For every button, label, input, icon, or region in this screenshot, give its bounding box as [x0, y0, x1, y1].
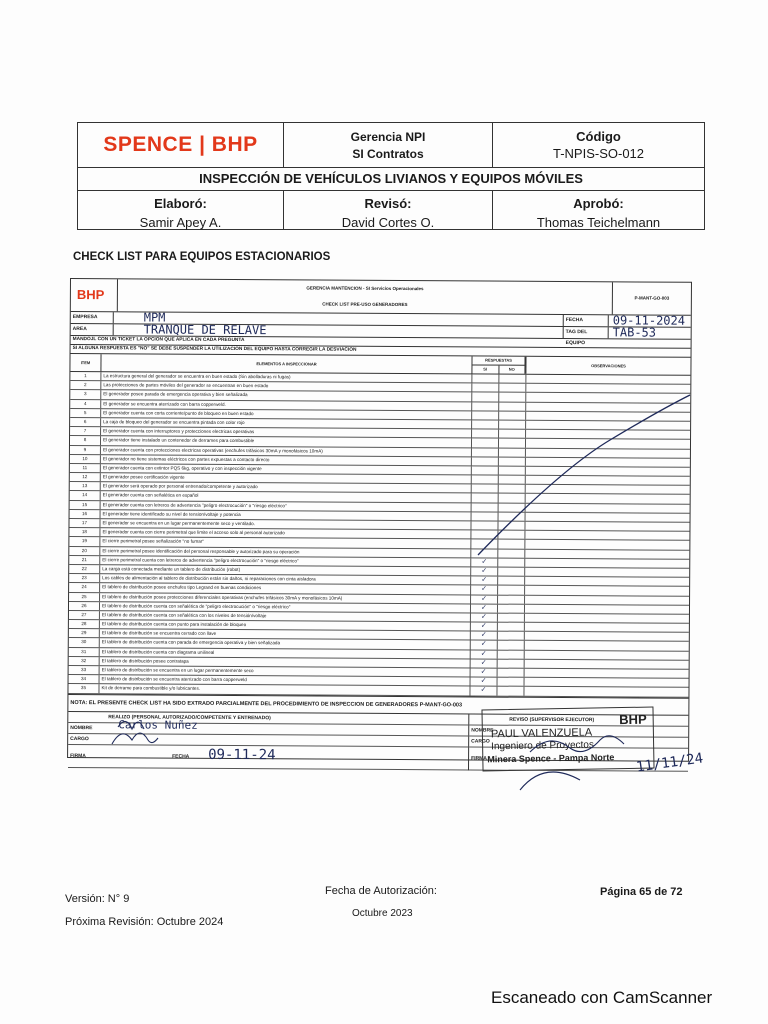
item-text: El generador cuenta con letreros de advertencia "peligro electrocución" o "riesgo eléctrico"	[101, 501, 472, 511]
fecha-sig-value: 09-11-24	[208, 746, 276, 763]
item-number: 28	[69, 620, 100, 628]
item-text: El tablero de distribución posee enchufes tipo Legrand en buenas condiciones	[100, 584, 471, 594]
gerencia-line2: SI Contratos	[352, 147, 424, 161]
tag-value: TAB-53	[612, 325, 657, 340]
stamp-role: Ingeniero de Proyectos	[491, 739, 595, 753]
item-text: El generador cuenta con cierre perimetral que limite el acceso solo al personal autorizado	[100, 528, 471, 538]
realizo-label: REALIZO (PERSONAL AUTORIZADO/COMPETENTE Y ENTRENADO)	[68, 712, 468, 725]
item-number: 30	[69, 638, 100, 646]
item-number: 2	[70, 381, 101, 389]
stamp-name: PAUL VALENZUELA	[490, 726, 593, 741]
item-number: 34	[69, 675, 100, 683]
reviso-date: 11/11/24	[635, 750, 705, 776]
item-text: El tablero de distribución posee contratapa	[100, 657, 471, 667]
item-number: 3	[70, 390, 101, 398]
stamp-bhp: BHP	[619, 711, 647, 728]
area-value: TRANQUE DE RELAVE	[114, 324, 564, 338]
item-text: El generador posee parada de emergencia operativa y bien señalizada	[101, 391, 472, 401]
nota-line: NOTA: EL PRESENTE CHECK LIST HA SIDO EXTRADO PARCIALMENTE DEL PROCEDIMIENTO DE INSPECCION DE GENERADORES P-MANT-GO-003	[68, 694, 688, 716]
item-text: El generador no tiene sistemas eléctricos con partes expuestas a contacto directo	[101, 455, 472, 465]
empresa-value: MPM	[114, 312, 564, 326]
item-si-mark: ✓	[471, 678, 498, 686]
item-si-mark: ✓	[471, 577, 498, 585]
strike-line	[478, 395, 690, 555]
col-observaciones: OBSERVACIONES	[525, 357, 690, 375]
col-respuestas: RESPUESTAS	[472, 356, 524, 365]
item-si-mark: ✓	[471, 659, 498, 667]
item-text: Kit de derrame para combustible y/o lubricantes.	[99, 685, 470, 695]
elaboro-value: Samir Apey A.	[139, 215, 222, 230]
item-number: 31	[69, 648, 100, 656]
codigo-label: Código	[576, 129, 621, 144]
signature-reviso	[520, 736, 624, 790]
item-si-mark: ✓	[470, 687, 497, 695]
form-code: P-MANT-GO-003	[634, 295, 670, 301]
item-text: El generador cuenta con protecciones electricas operativas (enchufes trifásicos 30mA y monofásicos 10mA)	[101, 446, 472, 456]
footer-version: Versión: N° 9	[65, 893, 130, 905]
item-number: 19	[69, 537, 100, 545]
item-text: El tablero de distribución cuenta con diagrama unilineal	[100, 648, 471, 658]
item-si-mark: ✓	[471, 668, 498, 676]
footer-fecha-autorizacion-value: Octubre 2023	[352, 908, 413, 919]
item-number: 20	[69, 547, 100, 555]
reviso-value: David Cortes O.	[341, 215, 435, 230]
item-text: El generador cuenta con interruptores y protecciones electricas operativas	[101, 427, 472, 437]
item-si-mark: ✓	[471, 604, 498, 612]
area-label: AREA	[71, 324, 114, 335]
item-text: El tablero de distribución cuenta con parada de emergencia operativa y bien señalizada	[100, 639, 471, 649]
nombre-label: NOMBRE	[70, 724, 93, 731]
tag-label: TAG DEL EQUIPO	[564, 327, 609, 338]
item-number: 16	[70, 510, 101, 518]
aprobo-value: Thomas Teichelmann	[536, 215, 661, 230]
item-number: 8	[70, 436, 101, 444]
footer-pagina: Página 65 de 72	[600, 886, 683, 898]
item-text: El generador tiene instalado un contenedor de derrames para combustible	[101, 437, 472, 447]
item-text: El generador se encuentra en un lugar permanentemente seco y ventilado.	[100, 519, 471, 529]
item-si-mark: ✓	[471, 558, 498, 566]
item-number: 4	[70, 400, 101, 408]
item-text: El generador se encuentra aterrizado con barra copperweld.	[101, 400, 472, 410]
signature-realizo	[112, 721, 158, 744]
item-text: La caja de bloqueo del generador se encuentra pintada con color rojo	[101, 418, 472, 428]
item-si-mark: ✓	[471, 632, 498, 640]
item-number: 9	[70, 446, 101, 454]
item-number: 18	[69, 528, 100, 536]
item-text: El tablero de distribución posee protecciones diferenciales operativas (enchufes trifásicos 30mA y monofásicos 10mA)	[100, 593, 471, 603]
item-number: 23	[69, 574, 100, 582]
aprobo-label: Aprobó:	[573, 196, 624, 211]
instruction-note-2: SI ALGUNA RESPUESTA ES "NO" SE DEBE SUSPENDER LA UTILIZACION DEL EQUIPO HASTA CORREGIR LA DESVIACION	[71, 345, 691, 358]
item-number: 21	[69, 556, 100, 564]
reviso-label: Revisó:	[364, 196, 412, 211]
item-si-mark: ✓	[471, 567, 498, 575]
item-text: El generador tiene identificado su nivel de tension/voltaje y potencia	[101, 510, 472, 520]
col-si: SI	[472, 365, 499, 373]
item-text: El tablero de distribución se encuentra en un lugar permanentemente seco	[100, 666, 471, 676]
item-text: El tablero de distribución se encuentra cerrado con llave	[100, 629, 471, 639]
item-number: 35	[68, 684, 99, 692]
gerencia-line1: Gerencia NPI	[350, 130, 426, 144]
footer-proxima: Próxima Revisión: Octubre 2024	[65, 916, 224, 928]
item-number: 6	[70, 418, 101, 426]
item-si-mark: ✓	[471, 595, 498, 603]
item-number: 7	[70, 427, 101, 435]
bhp-logo: BHP	[71, 279, 118, 311]
item-number: 24	[69, 583, 100, 591]
fecha-sig-label: FECHA	[172, 753, 190, 760]
camscanner-watermark: Escaneado con CamScanner	[491, 988, 713, 1007]
fecha-value: 09-11-2024	[612, 313, 686, 328]
item-text: El cierre perimetral posee señalización "no fumar"	[100, 538, 471, 548]
item-text: Los cables de alimentación al tablero de distribución están sin daños, ni reparaciones con cinta aisladora	[100, 574, 471, 584]
col-elementos: ELEMENTOS A INSPECCIONAR	[101, 354, 472, 373]
item-number: 14	[70, 491, 101, 499]
item-number: 33	[69, 666, 100, 674]
item-number: 10	[70, 455, 101, 463]
col-no: NO	[508, 366, 515, 372]
codigo-value: T-NPIS-SO-012	[552, 146, 645, 161]
item-si-mark: ✓	[471, 623, 498, 631]
item-number: 22	[69, 565, 100, 573]
item-number: 26	[69, 602, 100, 610]
item-number: 11	[70, 464, 101, 472]
item-number: 13	[70, 482, 101, 490]
item-text: La carga está conectada mediante un tablero de distribución (robot)	[100, 565, 471, 575]
cargo-label: CARGO	[70, 735, 89, 742]
stamp-company: Minera Spence - Pampa Norte	[487, 752, 615, 765]
instruction-note-1: MANDOJL CON UN TICKET LA OPCION QUE APLICA EN CADA PREGUNTA	[71, 336, 691, 349]
form-gerencia: GERENCIA MANTENCION - SI Servicios Operacionales	[306, 285, 424, 292]
item-text: El generador cuenta con corta corriente/punto de bloqueo en buen estado	[101, 409, 472, 419]
item-text: El generador posee certificación vigente	[101, 473, 472, 483]
item-number: 29	[69, 629, 100, 637]
item-text: El tablero de distribución cuenta con señalética con los niveles de tensión/voltaje	[100, 611, 471, 621]
elaboro-label: Elaboró:	[154, 196, 207, 211]
spence-bhp-logo: SPENCE | BHP	[78, 123, 284, 167]
item-number: 15	[70, 501, 101, 509]
item-si-mark: ✓	[471, 613, 498, 621]
firma-label: FIRMA	[70, 752, 86, 759]
item-number: 1	[70, 372, 101, 380]
item-text: El tablero de distribución se encuentra aterrizado con barra copperweld	[100, 675, 471, 685]
item-text: La estructura general del generador se encuentra en buen estado (Sin abolladuras ni fugas)	[101, 372, 472, 382]
footer-fecha-autorizacion-label: Fecha de Autorización:	[325, 885, 437, 897]
item-text: El generador cuenta con señalética en español	[101, 492, 472, 502]
reviso-sig-label: REVISO (SUPERVISOR EJECUTOR)	[469, 714, 688, 726]
firma-r-label: FIRMA	[471, 755, 487, 762]
item-text: El cierre perimetral posee identificación del personal responsable y autorizado para su operación	[100, 547, 471, 557]
item-text: El tablero de distribución cuenta con señalética de "peligro electrocución" o "riesgo eléctrico"	[100, 602, 471, 612]
fecha-label: FECHA	[564, 315, 609, 326]
item-number: 5	[70, 409, 101, 417]
empresa-label: EMPRESA	[71, 312, 114, 323]
item-si-mark: ✓	[471, 650, 498, 658]
item-text: El cierre perimetral cuenta con letreros de advertencia "peligro electrocución" o "riesgo eléctrico"	[100, 556, 471, 566]
col-item: ITEM	[70, 354, 101, 371]
section-title: CHECK LIST PARA EQUIPOS ESTACIONARIOS	[73, 251, 331, 263]
nombre-r-label: NOMBRE	[471, 727, 494, 734]
item-number: 32	[69, 657, 100, 665]
item-si-mark: ✓	[471, 586, 498, 594]
item-text: El tablero de distribución cuenta con punto para instalación de bloqueo	[100, 620, 471, 630]
item-number: 17	[69, 519, 100, 527]
item-number: 25	[69, 593, 100, 601]
document-title: INSPECCIÓN DE VEHÍCULOS LIVIANOS Y EQUIPOS MÓVILES	[78, 168, 704, 191]
item-text: El generador cuenta con extintor PQS 6kg, operativo y con inspección vigente	[101, 464, 472, 474]
item-number: 12	[70, 473, 101, 481]
item-text: Las protecciones de partes móviles del generador se encuentran en buen estado	[101, 381, 472, 391]
cargo-r-label: CARGO	[471, 738, 490, 745]
form-checklist-title: CHECK LIST PRE-USO GENERADORES	[322, 301, 408, 308]
item-number: 27	[69, 611, 100, 619]
nombre-value: Carlos Nuñez	[118, 717, 198, 732]
item-si-mark: ✓	[471, 641, 498, 649]
item-text: El generador será operado por personal entrenado/competente y autorizado	[101, 482, 472, 492]
